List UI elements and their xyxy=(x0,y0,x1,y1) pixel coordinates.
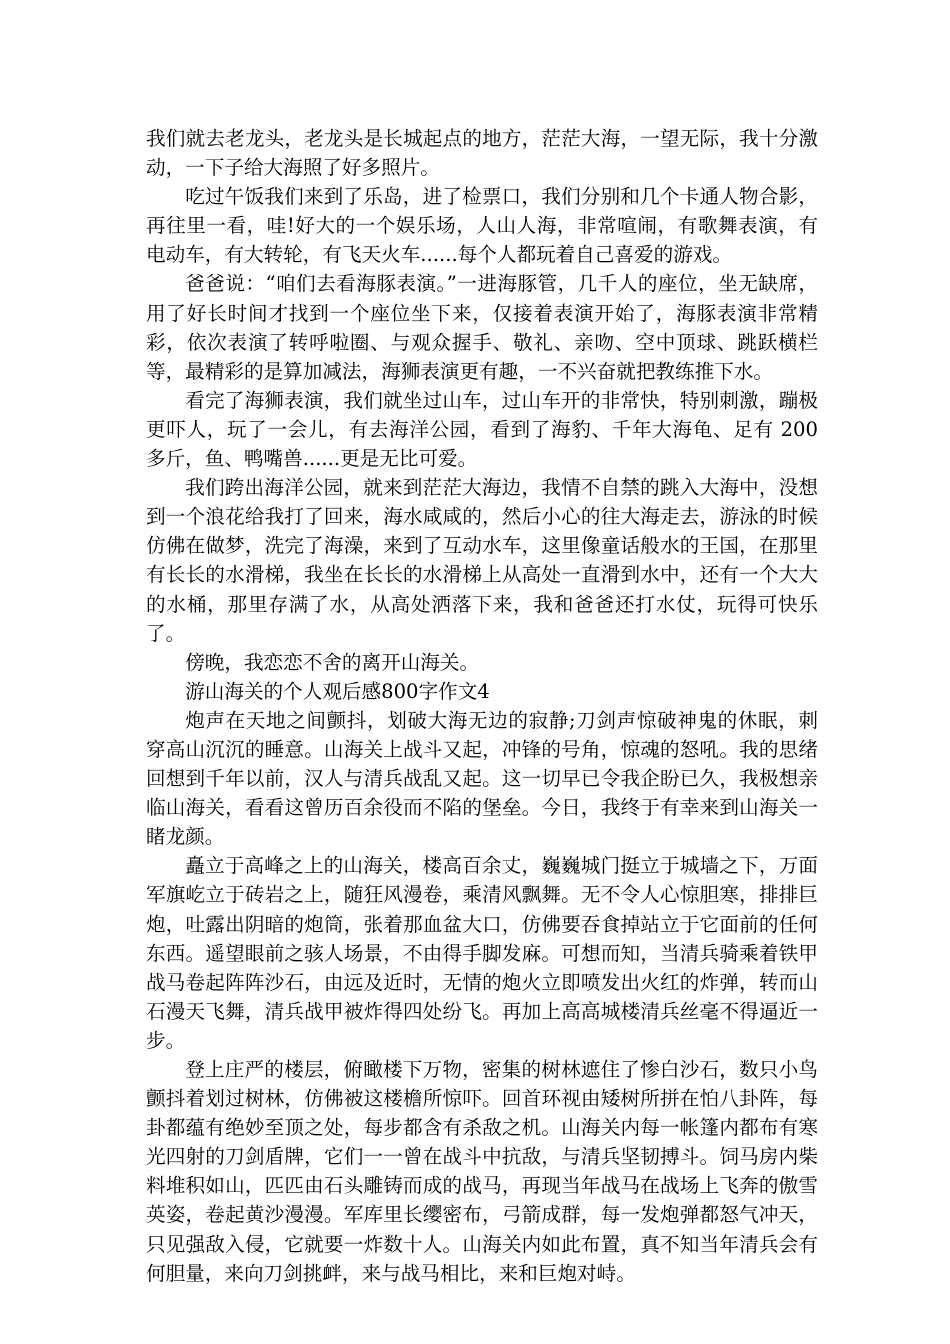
paragraph-1: 我们就去老龙头，老龙头是长城起点的地方，茫茫大海，一望无际，我十分激动，一下子给大海照了好多照片。 xyxy=(146,127,818,180)
paragraph-3: 爸爸说：“咱们去看海豚表演。”一进海豚管，几千人的座位，坐无缺席，用了好长时间才找到一个座位坐下来，仅接着表演开始了，海豚表演非常精彩，依次表演了转呼啦圈、与观众握手、敬礼、亲吻、空中顶球、跳跃横栏等，最精彩的是算加减法，海狮表演更有趣，一不兴奋就把教练推下水。 xyxy=(146,272,818,383)
essay-heading: 游山海关的个人观后感800字作文4 xyxy=(185,679,490,703)
paragraph-8: 矗立于高峰之上的山海关，楼高百余丈，巍巍城门挺立于城墙之下，万面军旗屹立于砖岩之上，随狂风漫卷，乘清风飘舞。无不令人心惊胆寒，排排巨炮，吐露出阴暗的炮筒，张着那血盆大口，仿佛要吞食掉站立于它面前的任何东西。遥望眼前之骇人场景，不由得手脚发麻。可想而知，当清兵骑乘着铁甲战马卷起阵阵沙石，由远及近时，无情的炮火立即喷发出火红的炸弹，转而山石漫天飞舞，清兵战甲被炸得四处纷飞。再加上高高城楼清兵丝毫不得逼近一步。 xyxy=(146,854,818,1052)
paragraph-6: 傍晚，我恋恋不舍的离开山海关。 xyxy=(185,650,480,674)
paragraph-9: 登上庄严的楼层，俯瞰楼下万物，密集的树林遮住了惨白沙石，数只小鸟颤抖着划过树林，仿佛被这楼檐所惊吓。回首环视由矮树所拼在怕八卦阵，每卦都蕴有绝妙至顶之处，每步都含有杀敌之机。山海关内每一帐篷内都布有寒光四射的刀剑盾牌，它们一一曾在战斗中抗敌，与清兵坚韧搏斗。饲马房内柴料堆积如山，匹匹由石头雕铸而成的战马，再现当年战马在战场上飞奔的傲雪英姿，卷起黄沙漫漫。军库里长缨密布，弓箭成群，每一发炮弹都怒气冲天，只见强敌入侵，它就要一炸数十人。山海关内如此布置，真不知当年清兵会有何胆量，来向刀剑挑衅，来与战马相比，来和巨炮对峙。 xyxy=(146,1058,818,1285)
paragraph-5: 我们跨出海洋公园，就来到茫茫大海边，我情不自禁的跳入大海中，没想到一个浪花给我打了回来，海水咸咸的，然后小心的往大海走去，游泳的时候仿佛在做梦，洗完了海澡，来到了互动水车，这里像童话般水的王国，在那里有长长的水滑梯，我坐在长长的水滑梯上从高处一直滑到水中，还有一个大大的水桶，那里存满了水，从高处洒落下来，我和爸爸还打水仗，玩得可快乐了。 xyxy=(146,476,818,645)
paragraph-4: 看完了海狮表演，我们就坐过山车，过山车开的非常快，特别刺激，蹦极更吓人，玩了一会儿，有去海洋公园，看到了海豹、千年大海龟、足有 200 多斤，鱼、鸭嘴兽......更是无比可爱。 xyxy=(146,388,818,471)
paragraph-7: 炮声在天地之间颤抖，划破大海无边的寂静;刀剑声惊破神鬼的休眠，刺穿高山沉沉的睡意。山海关上战斗又起，冲锋的号角，惊魂的怒吼。我的思绪回想到千年以前，汉人与清兵战乱又起。这一切早已令我企盼已久，我极想亲临山海关，看看这曾历百余役而不陷的堡垒。今日，我终于有幸来到山海关一睹龙颜。 xyxy=(146,708,818,849)
paragraph-2: 吃过午饭我们来到了乐岛，进了检票口，我们分别和几个卡通人物合影，再往里一看，哇!好大的一个娱乐场，人山人海，非常喧闹，有歌舞表演，有电动车，有大转轮，有飞天火车......每个人都玩着自己喜爱的游戏。 xyxy=(146,185,818,267)
document-page xyxy=(146,124,818,1288)
